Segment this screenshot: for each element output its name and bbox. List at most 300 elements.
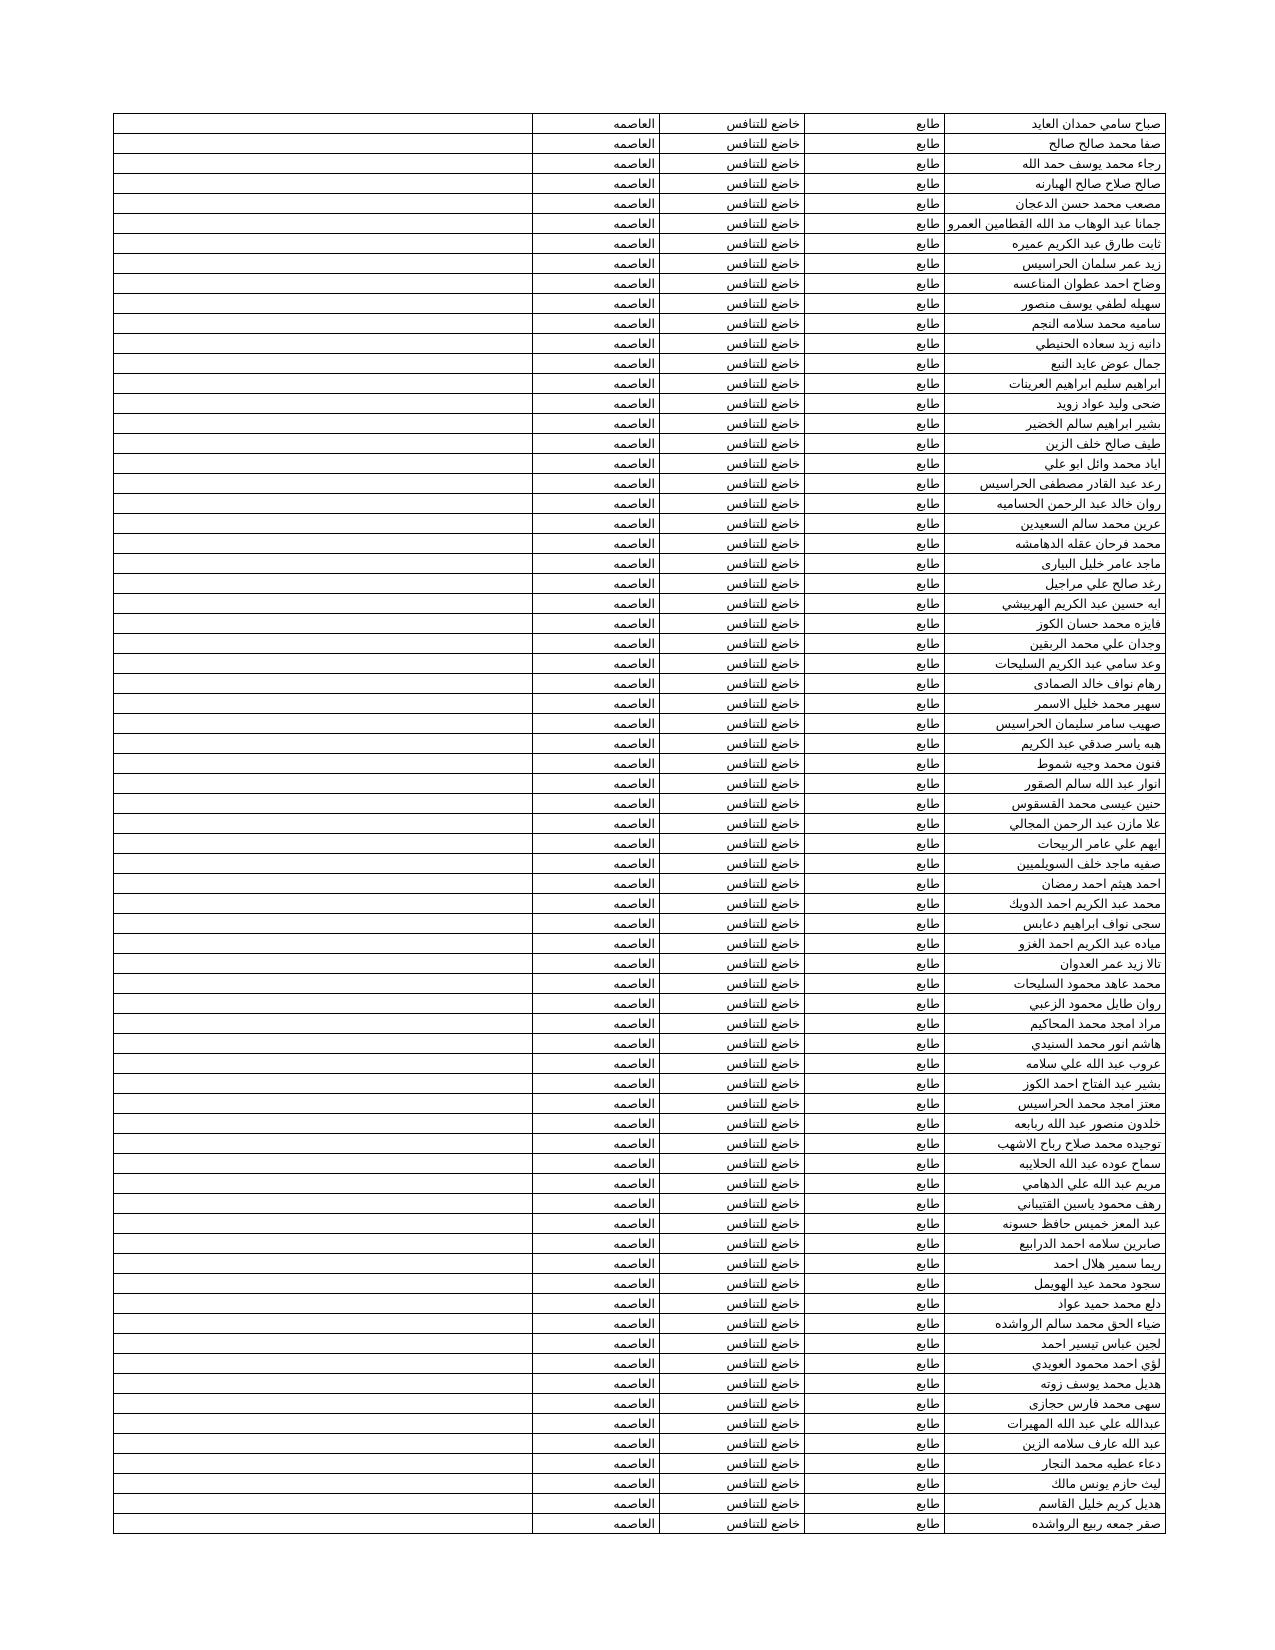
status-cell: خاضع للتنافس <box>660 874 805 894</box>
empty-cell <box>114 354 533 374</box>
region-cell: العاصمه <box>533 1154 660 1174</box>
table-row <box>114 914 1166 934</box>
status-cell: خاضع للتنافس <box>660 914 805 934</box>
empty-cell <box>114 1054 533 1074</box>
region-cell: العاصمه <box>533 594 660 614</box>
name-cell: عرين محمد سالم السعيدين <box>945 514 1166 534</box>
empty-cell <box>114 1254 533 1274</box>
name-cell: وعد سامي عبد الكريم السليحات <box>945 654 1166 674</box>
type-cell: طابع <box>805 1274 945 1294</box>
empty-cell <box>114 534 533 554</box>
status-cell: خاضع للتنافس <box>660 274 805 294</box>
empty-cell <box>114 1094 533 1114</box>
status-cell: خاضع للتنافس <box>660 374 805 394</box>
region-cell: العاصمه <box>533 1194 660 1214</box>
type-cell: طابع <box>805 174 945 194</box>
table-row <box>114 574 1166 594</box>
type-cell: طابع <box>805 1414 945 1434</box>
region-cell: العاصمه <box>533 354 660 374</box>
name-cell: هديل محمد يوسف زوته <box>945 1374 1166 1394</box>
region-cell: العاصمه <box>533 974 660 994</box>
table-row <box>114 954 1166 974</box>
table-row <box>114 1174 1166 1194</box>
table-row <box>114 774 1166 794</box>
region-cell: العاصمه <box>533 1494 660 1514</box>
empty-cell <box>114 114 533 134</box>
name-cell: احمد هيثم احمد رمضان <box>945 874 1166 894</box>
table-row <box>114 594 1166 614</box>
status-cell: خاضع للتنافس <box>660 1014 805 1034</box>
status-cell: خاضع للتنافس <box>660 294 805 314</box>
region-cell: العاصمه <box>533 1314 660 1334</box>
type-cell: طابع <box>805 474 945 494</box>
name-cell: خلدون منصور عبد الله ربابعه <box>945 1114 1166 1134</box>
name-cell: توجيده محمد صلاح رباح الاشهب <box>945 1134 1166 1154</box>
status-cell: خاضع للتنافس <box>660 114 805 134</box>
name-cell: طيف صالح خلف الزين <box>945 434 1166 454</box>
region-cell: العاصمه <box>533 554 660 574</box>
name-cell: اياد محمد وائل ابو علي <box>945 454 1166 474</box>
name-cell: سماح عوده عبد الله الحلايبه <box>945 1154 1166 1174</box>
name-cell: عبد الله عارف سلامه الزين <box>945 1434 1166 1454</box>
status-cell: خاضع للتنافس <box>660 254 805 274</box>
type-cell: طابع <box>805 1154 945 1174</box>
name-cell: رجاء محمد يوسف حمد الله <box>945 154 1166 174</box>
empty-cell <box>114 494 533 514</box>
region-cell: العاصمه <box>533 194 660 214</box>
status-cell: خاضع للتنافس <box>660 814 805 834</box>
region-cell: العاصمه <box>533 714 660 734</box>
name-cell: تالا زيد عمر العدوان <box>945 954 1166 974</box>
table-row <box>114 434 1166 454</box>
status-cell: خاضع للتنافس <box>660 1154 805 1174</box>
document-sheet <box>113 113 1165 1534</box>
region-cell: العاصمه <box>533 134 660 154</box>
region-cell: العاصمه <box>533 614 660 634</box>
type-cell: طابع <box>805 114 945 134</box>
name-cell: دانيه زيد سعاده الحنيطي <box>945 334 1166 354</box>
region-cell: العاصمه <box>533 1334 660 1354</box>
status-cell: خاضع للتنافس <box>660 454 805 474</box>
empty-cell <box>114 294 533 314</box>
region-cell: العاصمه <box>533 294 660 314</box>
type-cell: طابع <box>805 254 945 274</box>
type-cell: طابع <box>805 1474 945 1494</box>
table-row <box>114 1154 1166 1174</box>
region-cell: العاصمه <box>533 894 660 914</box>
region-cell: العاصمه <box>533 734 660 754</box>
type-cell: طابع <box>805 1374 945 1394</box>
empty-cell <box>114 334 533 354</box>
table-row <box>114 554 1166 574</box>
empty-cell <box>114 974 533 994</box>
status-cell: خاضع للتنافس <box>660 554 805 574</box>
table-row <box>114 394 1166 414</box>
status-cell: خاضع للتنافس <box>660 154 805 174</box>
region-cell: العاصمه <box>533 754 660 774</box>
region-cell: العاصمه <box>533 314 660 334</box>
type-cell: طابع <box>805 1394 945 1414</box>
name-cell: هاشم انور محمد السنيدي <box>945 1034 1166 1054</box>
table-row <box>114 334 1166 354</box>
name-cell: ايه حسين عبد الكريم الهربيشي <box>945 594 1166 614</box>
name-cell: ماجد عامر خليل البيارى <box>945 554 1166 574</box>
type-cell: طابع <box>805 1354 945 1374</box>
status-cell: خاضع للتنافس <box>660 1334 805 1354</box>
empty-cell <box>114 594 533 614</box>
name-cell: محمد عاهد محمود السليحات <box>945 974 1166 994</box>
status-cell: خاضع للتنافس <box>660 1114 805 1134</box>
name-cell: رهام نواف خالد الصمادى <box>945 674 1166 694</box>
type-cell: طابع <box>805 154 945 174</box>
empty-cell <box>114 794 533 814</box>
region-cell: العاصمه <box>533 1414 660 1434</box>
status-cell: خاضع للتنافس <box>660 134 805 154</box>
region-cell: العاصمه <box>533 794 660 814</box>
type-cell: طابع <box>805 1014 945 1034</box>
empty-cell <box>114 1194 533 1214</box>
table-row <box>114 1054 1166 1074</box>
name-cell: صباح سامي حمدان العايد <box>945 114 1166 134</box>
status-cell: خاضع للتنافس <box>660 234 805 254</box>
empty-cell <box>114 554 533 574</box>
region-cell: العاصمه <box>533 514 660 534</box>
table-row <box>114 454 1166 474</box>
table-row <box>114 1414 1166 1434</box>
empty-cell <box>114 1034 533 1054</box>
status-cell: خاضع للتنافس <box>660 594 805 614</box>
type-cell: طابع <box>805 354 945 374</box>
region-cell: العاصمه <box>533 1054 660 1074</box>
name-cell: صالح صلاح صالح الهبارنه <box>945 174 1166 194</box>
name-cell: لجين عباس تيسير احمد <box>945 1334 1166 1354</box>
region-cell: العاصمه <box>533 274 660 294</box>
region-cell: العاصمه <box>533 1114 660 1134</box>
status-cell: خاضع للتنافس <box>660 1054 805 1074</box>
table-row <box>114 1294 1166 1314</box>
name-cell: لؤي احمد محمود العويدي <box>945 1354 1166 1374</box>
status-cell: خاضع للتنافس <box>660 994 805 1014</box>
empty-cell <box>114 274 533 294</box>
empty-cell <box>114 1514 533 1534</box>
type-cell: طابع <box>805 854 945 874</box>
type-cell: طابع <box>805 1214 945 1234</box>
table-row <box>114 534 1166 554</box>
region-cell: العاصمه <box>533 574 660 594</box>
region-cell: العاصمه <box>533 1074 660 1094</box>
region-cell: العاصمه <box>533 214 660 234</box>
name-cell: بشير ابراهيم سالم الخضير <box>945 414 1166 434</box>
empty-cell <box>114 1134 533 1154</box>
status-cell: خاضع للتنافس <box>660 974 805 994</box>
empty-cell <box>114 134 533 154</box>
empty-cell <box>114 874 533 894</box>
region-cell: العاصمه <box>533 494 660 514</box>
empty-cell <box>114 1354 533 1374</box>
empty-cell <box>114 254 533 274</box>
type-cell: طابع <box>805 1194 945 1214</box>
status-cell: خاضع للتنافس <box>660 214 805 234</box>
empty-cell <box>114 734 533 754</box>
table-row <box>114 494 1166 514</box>
status-cell: خاضع للتنافس <box>660 714 805 734</box>
table-row <box>114 874 1166 894</box>
table-body <box>114 114 1166 1534</box>
table-row <box>114 794 1166 814</box>
status-cell: خاضع للتنافس <box>660 1494 805 1514</box>
region-cell: العاصمه <box>533 774 660 794</box>
status-cell: خاضع للتنافس <box>660 1394 805 1414</box>
type-cell: طابع <box>805 1334 945 1354</box>
table-row <box>114 294 1166 314</box>
table-row <box>114 1274 1166 1294</box>
empty-cell <box>114 194 533 214</box>
region-cell: العاصمه <box>533 1354 660 1374</box>
type-cell: طابع <box>805 1494 945 1514</box>
type-cell: طابع <box>805 994 945 1014</box>
table-row <box>114 714 1166 734</box>
status-cell: خاضع للتنافس <box>660 1134 805 1154</box>
empty-cell <box>114 834 533 854</box>
status-cell: خاضع للتنافس <box>660 614 805 634</box>
region-cell: العاصمه <box>533 114 660 134</box>
name-cell: دعاء عطيه محمد النجار <box>945 1454 1166 1474</box>
name-cell: جمال عوض عايد النبع <box>945 354 1166 374</box>
type-cell: طابع <box>805 794 945 814</box>
table-row <box>114 654 1166 674</box>
table-row <box>114 974 1166 994</box>
table-row <box>114 994 1166 1014</box>
empty-cell <box>114 1334 533 1354</box>
name-cell: ريما سمير هلال احمد <box>945 1254 1166 1274</box>
status-cell: خاضع للتنافس <box>660 834 805 854</box>
status-cell: خاضع للتنافس <box>660 1474 805 1494</box>
type-cell: طابع <box>805 714 945 734</box>
name-cell: روان خالد عبد الرحمن الحساميه <box>945 494 1166 514</box>
empty-cell <box>114 1394 533 1414</box>
status-cell: خاضع للتنافس <box>660 394 805 414</box>
status-cell: خاضع للتنافس <box>660 194 805 214</box>
status-cell: خاضع للتنافس <box>660 1214 805 1234</box>
table-row <box>114 854 1166 874</box>
empty-cell <box>114 614 533 634</box>
type-cell: طابع <box>805 534 945 554</box>
status-cell: خاضع للتنافس <box>660 314 805 334</box>
type-cell: طابع <box>805 374 945 394</box>
empty-cell <box>114 174 533 194</box>
type-cell: طابع <box>805 1134 945 1154</box>
table-row <box>114 1194 1166 1214</box>
status-cell: خاضع للتنافس <box>660 634 805 654</box>
empty-cell <box>114 934 533 954</box>
status-cell: خاضع للتنافس <box>660 1274 805 1294</box>
table-row <box>114 354 1166 374</box>
empty-cell <box>114 1214 533 1234</box>
region-cell: العاصمه <box>533 1094 660 1114</box>
table-row <box>114 134 1166 154</box>
table-row <box>114 1254 1166 1274</box>
status-cell: خاضع للتنافس <box>660 354 805 374</box>
empty-cell <box>114 994 533 1014</box>
name-cell: فايزه محمد حسان الكوز <box>945 614 1166 634</box>
type-cell: طابع <box>805 1234 945 1254</box>
status-cell: خاضع للتنافس <box>660 1234 805 1254</box>
region-cell: العاصمه <box>533 814 660 834</box>
type-cell: طابع <box>805 1434 945 1454</box>
empty-cell <box>114 394 533 414</box>
region-cell: العاصمه <box>533 854 660 874</box>
type-cell: طابع <box>805 194 945 214</box>
region-cell: العاصمه <box>533 934 660 954</box>
name-cell: سهيله لطفي يوسف منصور <box>945 294 1166 314</box>
table-row <box>114 154 1166 174</box>
type-cell: طابع <box>805 494 945 514</box>
type-cell: طابع <box>805 1094 945 1114</box>
table-row <box>114 694 1166 714</box>
name-cell: صفيه ماجد خلف السويلميين <box>945 854 1166 874</box>
region-cell: العاصمه <box>533 1174 660 1194</box>
type-cell: طابع <box>805 634 945 654</box>
name-cell: صهيب سامر سليمان الحراسيس <box>945 714 1166 734</box>
type-cell: طابع <box>805 1074 945 1094</box>
status-cell: خاضع للتنافس <box>660 434 805 454</box>
name-cell: هديل كريم خليل القاسم <box>945 1494 1166 1514</box>
name-cell: رغد صالح علي مراجيل <box>945 574 1166 594</box>
table-row <box>114 1314 1166 1334</box>
name-cell: جمانا عبد الوهاب مد الله القطامين العمرو <box>945 214 1166 234</box>
region-cell: العاصمه <box>533 1034 660 1054</box>
empty-cell <box>114 1494 533 1514</box>
empty-cell <box>114 1234 533 1254</box>
empty-cell <box>114 674 533 694</box>
status-cell: خاضع للتنافس <box>660 854 805 874</box>
region-cell: العاصمه <box>533 394 660 414</box>
region-cell: العاصمه <box>533 234 660 254</box>
empty-cell <box>114 634 533 654</box>
type-cell: طابع <box>805 734 945 754</box>
empty-cell <box>114 714 533 734</box>
empty-cell <box>114 1314 533 1334</box>
name-cell: محمد عبد الكريم احمد الدويك <box>945 894 1166 914</box>
region-cell: العاصمه <box>533 1294 660 1314</box>
empty-cell <box>114 1274 533 1294</box>
empty-cell <box>114 1434 533 1454</box>
table-row <box>114 374 1166 394</box>
name-cell: رعد عبد القادر مصطفى الحراسيس <box>945 474 1166 494</box>
type-cell: طابع <box>805 654 945 674</box>
type-cell: طابع <box>805 674 945 694</box>
table-row <box>114 1114 1166 1134</box>
empty-cell <box>114 574 533 594</box>
table-row <box>114 1134 1166 1154</box>
name-cell: انوار عبد الله سالم الصقور <box>945 774 1166 794</box>
type-cell: طابع <box>805 234 945 254</box>
status-cell: خاضع للتنافس <box>660 754 805 774</box>
region-cell: العاصمه <box>533 674 660 694</box>
name-cell: محمد فرحان عقله الدهامشه <box>945 534 1166 554</box>
name-cell: عروب عبد الله علي سلامه <box>945 1054 1166 1074</box>
empty-cell <box>114 1374 533 1394</box>
table-row <box>114 314 1166 334</box>
region-cell: العاصمه <box>533 434 660 454</box>
type-cell: طابع <box>805 1174 945 1194</box>
status-cell: خاضع للتنافس <box>660 474 805 494</box>
table-row <box>114 834 1166 854</box>
region-cell: العاصمه <box>533 1514 660 1534</box>
empty-cell <box>114 214 533 234</box>
name-cell: صابرين سلامه احمد الدرابيع <box>945 1234 1166 1254</box>
region-cell: العاصمه <box>533 474 660 494</box>
name-cell: زيد عمر سلمان الحراسيس <box>945 254 1166 274</box>
region-cell: العاصمه <box>533 954 660 974</box>
name-cell: ليث حازم يونس مالك <box>945 1474 1166 1494</box>
region-cell: العاصمه <box>533 1454 660 1474</box>
applicants-table <box>113 113 1166 1534</box>
type-cell: طابع <box>805 1314 945 1334</box>
empty-cell <box>114 814 533 834</box>
table-row <box>114 234 1166 254</box>
empty-cell <box>114 514 533 534</box>
region-cell: العاصمه <box>533 874 660 894</box>
empty-cell <box>114 1074 533 1094</box>
status-cell: خاضع للتنافس <box>660 494 805 514</box>
empty-cell <box>114 754 533 774</box>
region-cell: العاصمه <box>533 454 660 474</box>
status-cell: خاضع للتنافس <box>660 1414 805 1434</box>
status-cell: خاضع للتنافس <box>660 894 805 914</box>
name-cell: علا مازن عبد الرحمن المجالي <box>945 814 1166 834</box>
table-row <box>114 1454 1166 1474</box>
status-cell: خاضع للتنافس <box>660 1354 805 1374</box>
type-cell: طابع <box>805 814 945 834</box>
table-row <box>114 734 1166 754</box>
type-cell: طابع <box>805 1454 945 1474</box>
table-row <box>114 1354 1166 1374</box>
type-cell: طابع <box>805 874 945 894</box>
status-cell: خاضع للتنافس <box>660 1294 805 1314</box>
type-cell: طابع <box>805 1034 945 1054</box>
name-cell: ايهم علي عامر الربيحات <box>945 834 1166 854</box>
name-cell: سهير محمد خليل الاسمر <box>945 694 1166 714</box>
status-cell: خاضع للتنافس <box>660 1174 805 1194</box>
region-cell: العاصمه <box>533 1474 660 1494</box>
region-cell: العاصمه <box>533 1434 660 1454</box>
status-cell: خاضع للتنافس <box>660 1094 805 1114</box>
name-cell: ثابت طارق عبد الكريم عميره <box>945 234 1166 254</box>
empty-cell <box>114 954 533 974</box>
type-cell: طابع <box>805 1114 945 1134</box>
empty-cell <box>114 234 533 254</box>
name-cell: بشير عبد الفتاح احمد الكوز <box>945 1074 1166 1094</box>
name-cell: مياده عبد الكريم احمد الغزو <box>945 934 1166 954</box>
empty-cell <box>114 1414 533 1434</box>
type-cell: طابع <box>805 214 945 234</box>
status-cell: خاضع للتنافس <box>660 1194 805 1214</box>
table-row <box>114 754 1166 774</box>
empty-cell <box>114 894 533 914</box>
table-row <box>114 1334 1166 1354</box>
region-cell: العاصمه <box>533 1394 660 1414</box>
type-cell: طابع <box>805 1294 945 1314</box>
name-cell: وجدان علي محمد الربقين <box>945 634 1166 654</box>
name-cell: سجود محمد عيد الهويمل <box>945 1274 1166 1294</box>
empty-cell <box>114 374 533 394</box>
status-cell: خاضع للتنافس <box>660 514 805 534</box>
region-cell: العاصمه <box>533 1274 660 1294</box>
empty-cell <box>114 854 533 874</box>
empty-cell <box>114 474 533 494</box>
table-row <box>114 274 1166 294</box>
